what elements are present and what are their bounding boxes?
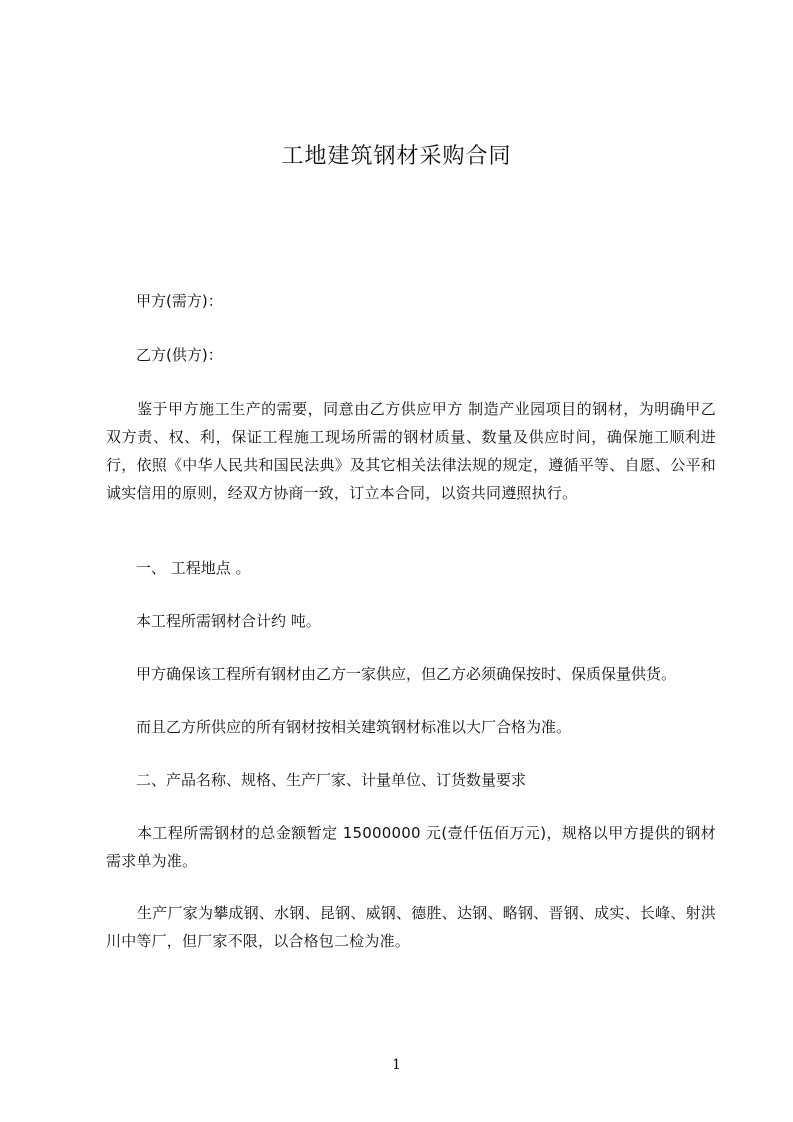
section-1-paragraph-1: 本工程所需钢材合计约 吨。 [136, 612, 321, 630]
section-1-paragraph-3: 而且乙方所供应的所有钢材按相关建筑钢材标准以大厂合格为准。 [136, 718, 572, 736]
party-b-label: 乙方(供方)： [136, 346, 223, 364]
preamble-paragraph: 鉴于甲方施工生产的需要，同意由乙方供应甲方 制造产业园项目的钢材，为明确甲乙双方责、权、利，保证工程施工现场所需的钢材质量、数量及供应时间，确保施工顺利进行，依照《中华人民共和国民法典》及其它相关法律法规的规定，遵循平等、自愿、公平和诚实信用的原则，经双方协商一致，订立本合同，以资共同遵照执行。 [106, 400, 716, 502]
section-2-paragraph-1: 本工程所需钢材的总金额暂定 15000000 元(壹仟伍佰万元)，规格以甲方提供的钢材需求单为准。 [106, 824, 716, 870]
page-number: 1 [392, 1057, 401, 1073]
section-1-heading: 一、 工程地点 。 [136, 559, 251, 577]
section-1-paragraph-2: 甲方确保该工程所有钢材由乙方一家供应，但乙方必须确保按时、保质保量供货。 [136, 665, 677, 683]
section-2-paragraph-2: 生产厂家为攀成钢、水钢、昆钢、威钢、德胜、达钢、略钢、晋钢、成实、长峰、射洪川中等厂，但厂家不限，以合格包二检为准。 [106, 904, 716, 950]
section-2-heading: 二、产品名称、规格、生产厂家、计量单位、订货数量要求 [136, 771, 527, 789]
document-title: 工地建筑钢材采购合同 [281, 144, 512, 169]
party-a-label: 甲方(需方)： [136, 292, 223, 310]
